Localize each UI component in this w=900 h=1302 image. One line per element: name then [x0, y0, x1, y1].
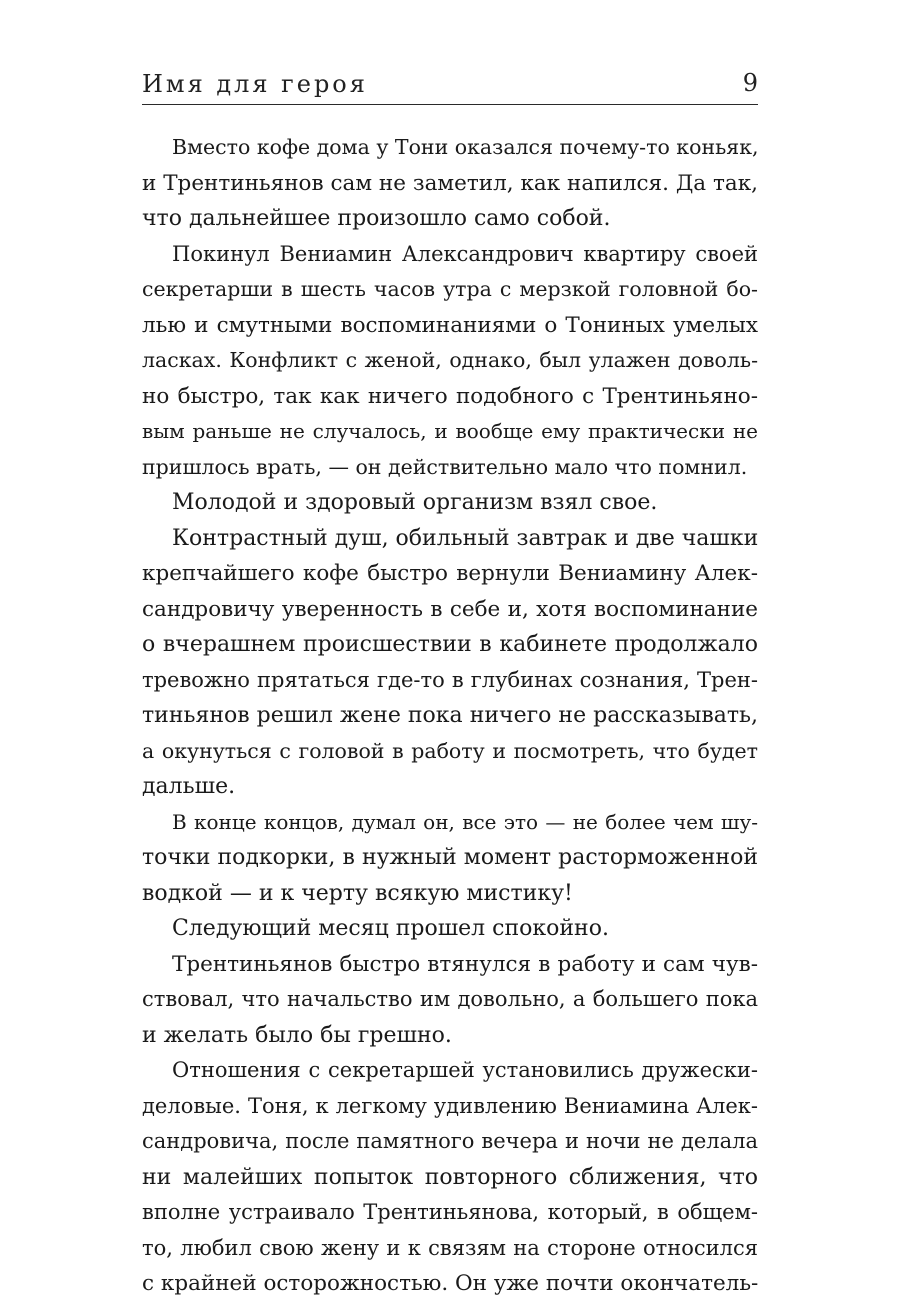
text-line: точки подкорки, в нужный момент расторможенной	[142, 845, 758, 870]
text-line: то, любил свою жену и к связям на стороне относился	[142, 1235, 758, 1260]
text-line: секретарши в шесть часов утра с мерзкой головной бо-	[142, 277, 758, 301]
text-line: ласках. Конфликт с женой, однако, был улажен доволь-	[142, 348, 758, 372]
text-line: вым раньше не случалось, и вообще ему практически не	[142, 419, 758, 443]
text-line: что дальнейшее произошло само собой.	[142, 206, 611, 231]
text-line: Вместо кофе дома у Тони оказался почему-то коньяк,	[172, 135, 759, 159]
text-line: сандровича, после памятного вечера и ночи не делала	[142, 1129, 758, 1153]
text-line: Покинул Вениамин Александрович квартиру своей	[172, 241, 758, 266]
text-line: крепчайшего кофе быстро вернули Вениамину Алек-	[142, 561, 758, 586]
text-line: вполне устраивало Трентиньянова, который, в общем-	[142, 1200, 758, 1224]
running-header	[142, 64, 758, 105]
text-line: и Трентиньянов сам не заметил, как напился. Да так,	[142, 170, 758, 196]
text-line: а окунуться с головой в работу и посмотреть, что будет	[142, 738, 758, 763]
text-line: Трентиньянов быстро втянулся в работу и сам чув-	[172, 951, 758, 977]
text-line: Следующий месяц прошел спокойно.	[172, 916, 609, 941]
text-line: но быстро, так как ничего подобного с Трентиньяно-	[142, 383, 758, 409]
text-line: Контрастный душ, обильный завтрак и две чашки	[172, 525, 759, 551]
text-line: дальше.	[142, 774, 236, 799]
text-line: сандровичу уверенность в себе и, хотя воспоминание	[142, 596, 758, 622]
text-line: о вчерашнем происшествии в кабинете продолжало	[142, 632, 758, 657]
text-line: тиньянов решил жене пока ничего не рассказывать,	[142, 703, 758, 728]
text-line: пришлось врать, — он действительно мало что помнил.	[142, 454, 748, 479]
text-line: Отношения с секретаршей установились дружески-	[172, 1058, 758, 1082]
page-number: 9	[742, 69, 758, 97]
text-line: лью и смутными воспоминаниями о Тониных умелых	[142, 312, 758, 338]
text-line: деловые. Тоня, к легкому удивлению Вениамина Алек-	[142, 1093, 758, 1118]
text-line: ствовал, что начальство им довольно, а большего пока	[142, 987, 758, 1011]
body-text	[142, 130, 758, 1302]
text-line: водкой — и к черту всякую мистику!	[142, 880, 573, 906]
running-title: Имя для героя	[142, 70, 368, 98]
text-line: ни малейших попыток повторного сближения, что	[142, 1164, 758, 1190]
text-line: тревожно прятаться где-то в глубинах сознания, Трен-	[142, 667, 758, 692]
text-line: и желать было бы грешно.	[142, 1022, 452, 1048]
text-line: Молодой и здоровый организм взял свое.	[172, 490, 658, 515]
text-line: с крайней осторожностью. Он уже почти окончатель-	[142, 1271, 759, 1296]
text-line: В конце концов, думал он, все это — не более чем шу-	[172, 809, 758, 834]
